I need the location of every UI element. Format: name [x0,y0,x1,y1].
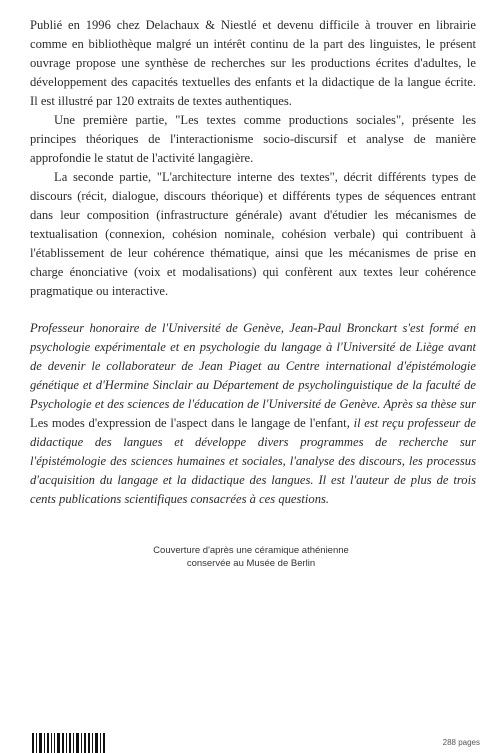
author-bio [30,319,476,509]
part-one-paragraph: Une première partie, "Les textes comme productions sociales", présente les principes théoriques de l'interactionisme socio-discursif et analyse de manière approfondie le statut de l'activité langagière. [30,113,476,165]
bio-text-a: Professeur honoraire de l'Université de Genève, Jean-Paul Bronckart s'est formé en psychologie expérimentale et en psychologie du langage à l'Université de Liège avant de devenir le collaborateur de Jean Piaget au Centre international d'épistémologie génétique et d'Hermine Sinclair au Département de psycholinguistique de la faculté de Psychologie et des sciences de l'éducation de l'Université de Genève. Après sa thèse sur [30,321,476,411]
back-cover-text [30,16,476,509]
part-two-paragraph: La seconde partie, "L'architecture interne des textes", décrit différents types de discours (récit, dialogue, discours théorique) et différents types de séquences entrant dans leur composition (infrastructure générale) avant d'étudier les mécanismes de textualisation (connexion, cohésion nominale, cohésion verbale) qui contribuent à l'établissement de leur cohérence thématique, ainsi que les mécanismes de prise en charge énonciative (voix et modalisations) qui confèrent aux textes leur cohérence pragmatique ou interactive. [30,170,476,298]
barcode [32,733,127,753]
intro-paragraph: Publié en 1996 chez Delachaux & Niestlé et devenu difficile à trouver en librairie comme en bibliothèque malgré un intérêt continu de la part des linguistes, le présent ouvrage propose une synthèse de recherches sur les productions écrites d'adultes, le développement des capacités textuelles des enfants et la didactique de la langue écrite. Il est illustré par 120 extraits de textes authentiques. [30,18,476,108]
cover-credit-line-1: Couverture d'après une céramique athénienne [153,545,349,556]
cover-credit [0,544,502,570]
bio-text-b: , il est reçu professeur de didactique des langues et développe divers programmes de recherche sur l'épistémologie des sciences humaines et sociales, l'analyse des discours, les processus d'acquisition du langage et la didactique des langues. Il est l'auteur de plus de trois cents publications scientifiques consacrées à ces questions. [30,416,476,506]
page-count: 288 pages [442,738,480,747]
cover-credit-line-2: conservée au Musée de Berlin [186,558,316,569]
thesis-title: Les modes d'expression de l'aspect dans le langage de l'enfant [30,416,347,430]
